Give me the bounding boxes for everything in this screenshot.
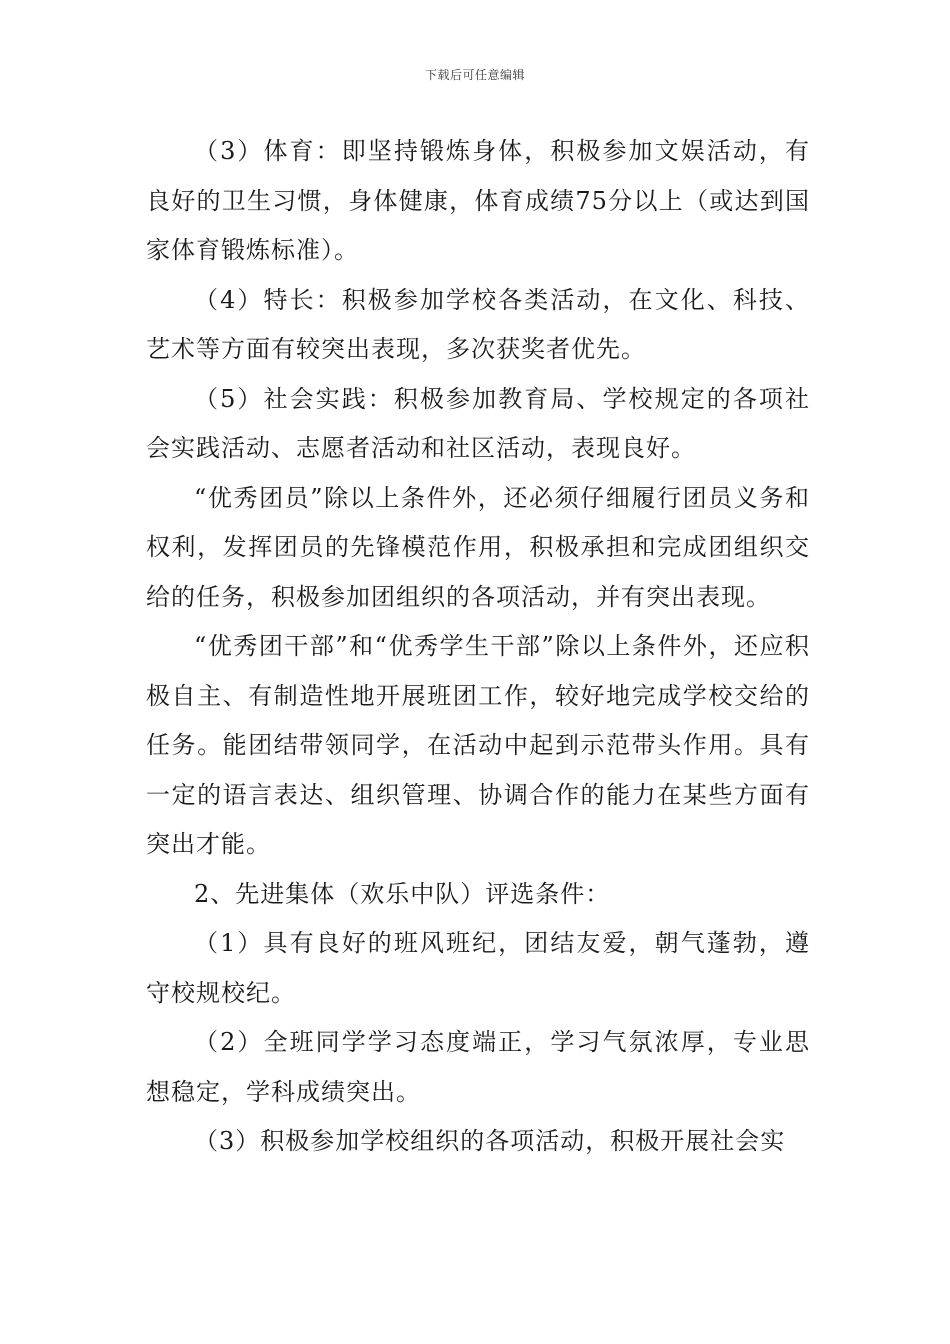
paragraph-collective-2: （2）全班同学学习态度端正，学习气氛浓厚，专业思想稳定，学科成绩突出。 bbox=[146, 1028, 810, 1106]
paragraph-excellent-cadre: “优秀团干部”和“优秀学生干部”除以上条件外，还应积极自主、有制造性地开展班团工作，较好地完成学校交给的任务。能团结带领同学，在活动中起到示范带头作用。具有一定的语言表达、组织管理、协调合作的能力在某些方面有突出才能。 bbox=[146, 632, 810, 858]
paragraph-excellent-member: “优秀团员”除以上条件外，还必须仔细履行团员义务和权利，发挥团员的先锋模范作用，积极承担和完成团组织交给的任务，积极参加团组织的各项活动，并有突出表现。 bbox=[146, 483, 810, 611]
page-header-note: 下载后可任意编辑 bbox=[424, 68, 525, 82]
paragraph-collective-1: （1）具有良好的班风班纪，团结友爱，朝气蓬勃，遵守校规校纪。 bbox=[146, 929, 810, 1007]
paragraph-collective-3: （3）积极参加学校组织的各项活动，积极开展社会实 bbox=[194, 1127, 786, 1155]
paragraph-section-heading: 2、先进集体（欢乐中队）评选条件： bbox=[194, 879, 611, 908]
document-body bbox=[146, 127, 810, 1167]
paragraph-social-practice: （5）社会实践：积极参加教育局、学校规定的各项社会实践活动、志愿者活动和社区活动，表现良好。 bbox=[146, 384, 810, 462]
paragraph-specialty: （4）特长：积极参加学校各类活动，在文化、科技、艺术等方面有较突出表现，多次获奖者优先。 bbox=[146, 285, 810, 363]
paragraph-sports: （3）体育：即坚持锻炼身体，积极参加文娱活动，有良好的卫生习惯，身体健康，体育成绩75分以上（或达到国家体育锻炼标准）。 bbox=[146, 137, 810, 264]
